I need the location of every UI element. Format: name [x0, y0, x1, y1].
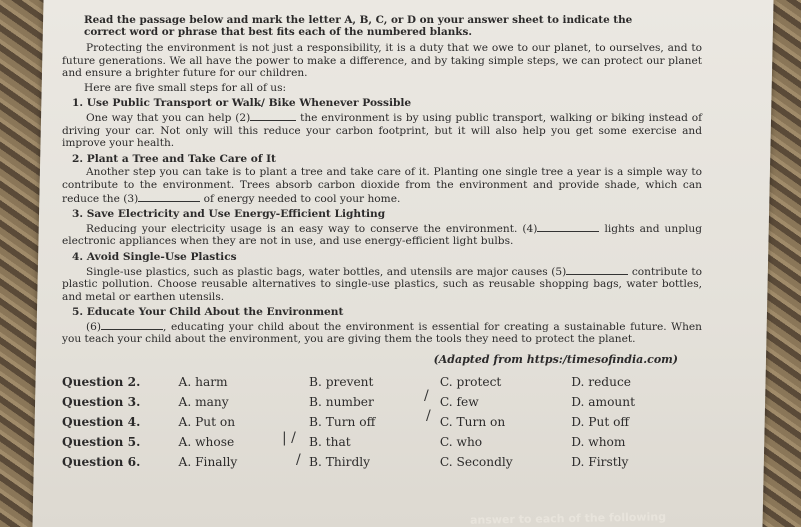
- question-row: [62, 413, 702, 433]
- question-label: Question 2.: [62, 375, 141, 390]
- option-d[interactable]: D. amount: [571, 395, 636, 410]
- option-d[interactable]: D. reduce: [571, 375, 631, 390]
- section-1-text: One way that you can help (2) the environment is by using public transport, walking or biking instead of driving your car. Not only will this reduce your carbon footprint, but it will also help you get some exercise and improve your health.: [62, 111, 703, 150]
- pencil-mark-icon: /: [424, 388, 429, 404]
- section-5-heading: 5. Educate Your Child About the Environment: [72, 306, 344, 319]
- question-row: [62, 433, 702, 453]
- option-b[interactable]: B. Turn off: [309, 415, 376, 430]
- section-1-heading: 1. Use Public Transport or Walk/ Bike Whenever Possible: [72, 97, 412, 110]
- option-a[interactable]: A. whose: [178, 435, 235, 450]
- worksheet-content: [62, 14, 702, 473]
- option-c[interactable]: C. who: [439, 435, 483, 450]
- section-5-text: (6) , educating your child about the environment is essential for creating a sustainable future. When you teach your child about the environment, you are giving them the tools they need to protect the planet.: [62, 320, 702, 346]
- blank-3: [138, 192, 200, 202]
- blank-4: [537, 222, 599, 232]
- question-label: Question 6.: [62, 455, 141, 470]
- question-row: [62, 453, 702, 473]
- section-4-heading: 4. Avoid Single-Use Plastics: [72, 250, 237, 263]
- option-a[interactable]: A. many: [178, 395, 229, 410]
- section-2-text: Another step you can take is to plant a tree and take care of it. Planting one single tree a year is a simple way to contribute to the environment. Trees absorb carbon dioxide from the environment and provide shade, which can reduce the (3) of energy needed to cool your home.: [62, 166, 702, 205]
- question-row: [62, 373, 702, 393]
- option-b[interactable]: B. prevent: [309, 375, 374, 390]
- next-page-text: answer to each of the following: [469, 510, 667, 527]
- pencil-mark-icon: /: [426, 408, 431, 424]
- section-3-heading: 3. Save Electricity and Use Energy-Efficient Lighting: [72, 208, 386, 221]
- pencil-mark-icon: /: [296, 452, 301, 468]
- question-label: Question 3.: [62, 395, 141, 410]
- pencil-mark-icon: | /: [282, 430, 296, 446]
- option-d[interactable]: D. whom: [571, 435, 626, 450]
- intro-paragraph: Protecting the environment is not just a responsibility, it is a duty that we owe to our planet, to ourselves, and to future generations. We all have the power to make a difference, and by taking simple steps, we can protect our planet and ensure a brighter future for our children.: [62, 42, 702, 80]
- option-c[interactable]: C. Secondly: [439, 455, 513, 470]
- section-2-heading: 2. Plant a Tree and Take Care of It: [72, 152, 276, 165]
- option-b[interactable]: B. Thirdly: [309, 455, 371, 470]
- option-d[interactable]: D. Firstly: [571, 455, 629, 470]
- question-label: Question 5.: [62, 435, 141, 450]
- section-4-text: Single-use plastics, such as plastic bags, water bottles, and utensils are major causes (5) contribute to plastic pollution. Choose reusable alternatives to single-use plastics, such as reusable shopping bags, water bottles, and metal or earthen utensils.: [62, 265, 702, 303]
- option-a[interactable]: A. Finally: [178, 455, 238, 470]
- option-c[interactable]: C. Turn on: [439, 415, 506, 430]
- option-a[interactable]: A. Put on: [178, 415, 236, 430]
- option-c[interactable]: C. few: [439, 395, 479, 410]
- blank-2: [250, 111, 296, 121]
- instructions: Read the passage below and mark the letter A, B, C, or D on your answer sheet to indicate the correct word or phrase that best fits each of the numbered blanks.: [84, 14, 633, 38]
- option-c[interactable]: C. protect: [439, 375, 502, 390]
- option-a[interactable]: A. harm: [178, 375, 228, 390]
- blank-5: [566, 265, 628, 275]
- steps-intro: Here are five small steps for all of us:: [84, 81, 287, 94]
- question-row: [62, 393, 702, 413]
- option-b[interactable]: B. number: [309, 395, 374, 410]
- blank-6: [101, 320, 163, 330]
- option-b[interactable]: B. that: [309, 435, 351, 450]
- questions-table: [62, 373, 702, 473]
- source-citation: (Adapted from https:/timesofindia.com): [433, 353, 678, 367]
- question-label: Question 4.: [62, 415, 141, 430]
- section-3-text: Reducing your electricity usage is an easy way to conserve the environment. (4) lights and unplug electronic appliances when they are not in use, and use energy-efficient light bulbs.: [62, 222, 702, 248]
- option-d[interactable]: D. Put off: [571, 415, 630, 430]
